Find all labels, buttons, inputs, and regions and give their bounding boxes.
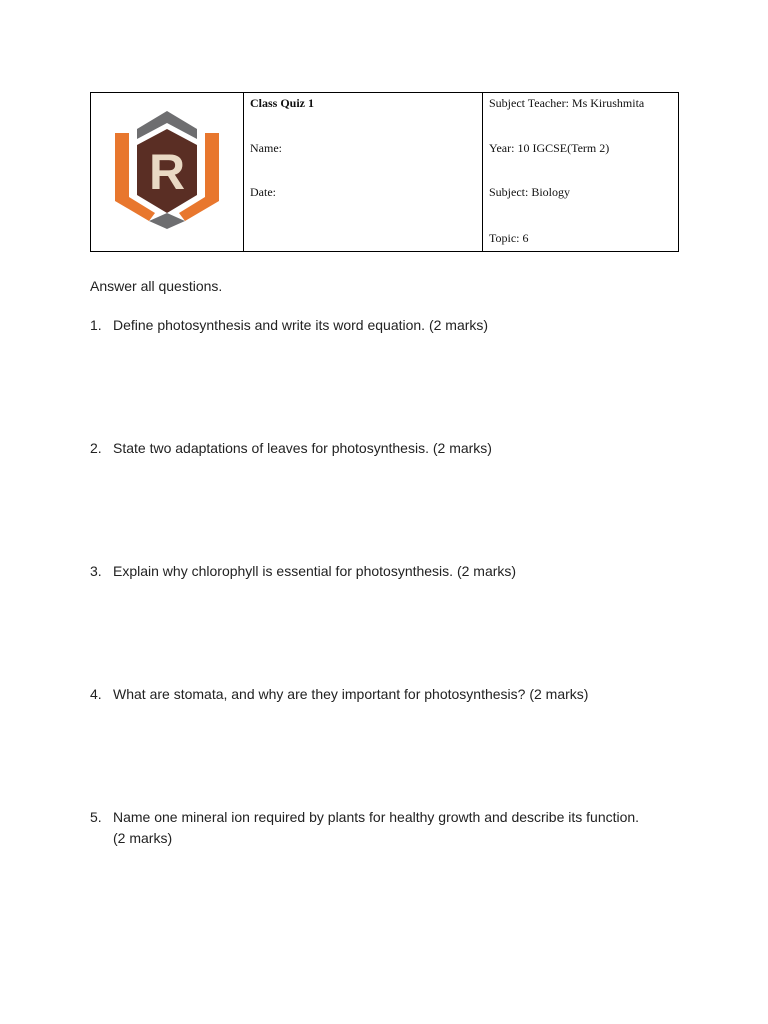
question-text: State two adaptations of leaves for photosynthesis. (2 marks) <box>113 440 492 456</box>
topic-number: Topic: 6 <box>489 231 529 245</box>
subject-name: Subject: Biology <box>489 185 570 199</box>
question-item <box>90 807 650 849</box>
school-logo <box>115 109 219 237</box>
question-text: Name one mineral ion required by plants for healthy growth and describe its function. (2 marks) <box>113 809 640 846</box>
date-label: Date: <box>250 185 276 199</box>
question-number: 5. <box>90 809 102 825</box>
year-level: Year: 10 IGCSE(Term 2) <box>489 141 610 155</box>
question-number: 3. <box>90 563 102 579</box>
question-text: What are stomata, and why are they important for photosynthesis? (2 marks) <box>113 686 589 702</box>
quiz-title: Class Quiz 1 <box>250 96 315 110</box>
question-item <box>90 315 650 336</box>
logo-cell <box>91 93 244 252</box>
logo-bottom-chevron <box>149 213 185 229</box>
question-number: 1. <box>90 317 102 333</box>
question-item <box>90 561 650 582</box>
logo-letter: R <box>148 144 186 200</box>
quiz-info-cell <box>244 93 483 252</box>
question-item <box>90 438 650 459</box>
question-item <box>90 684 650 705</box>
question-text: Define photosynthesis and write its word equation. (2 marks) <box>113 317 489 333</box>
question-number: 2. <box>90 440 102 456</box>
question-number: 4. <box>90 686 102 702</box>
question-text: Explain why chlorophyll is essential for photosynthesis. (2 marks) <box>113 563 517 579</box>
instructions: Answer all questions. <box>90 278 223 294</box>
subject-teacher: Subject Teacher: Ms Kirushmita <box>489 96 645 110</box>
subject-info-cell <box>483 93 679 252</box>
name-label: Name: <box>250 141 282 155</box>
quiz-header-table <box>90 92 679 252</box>
